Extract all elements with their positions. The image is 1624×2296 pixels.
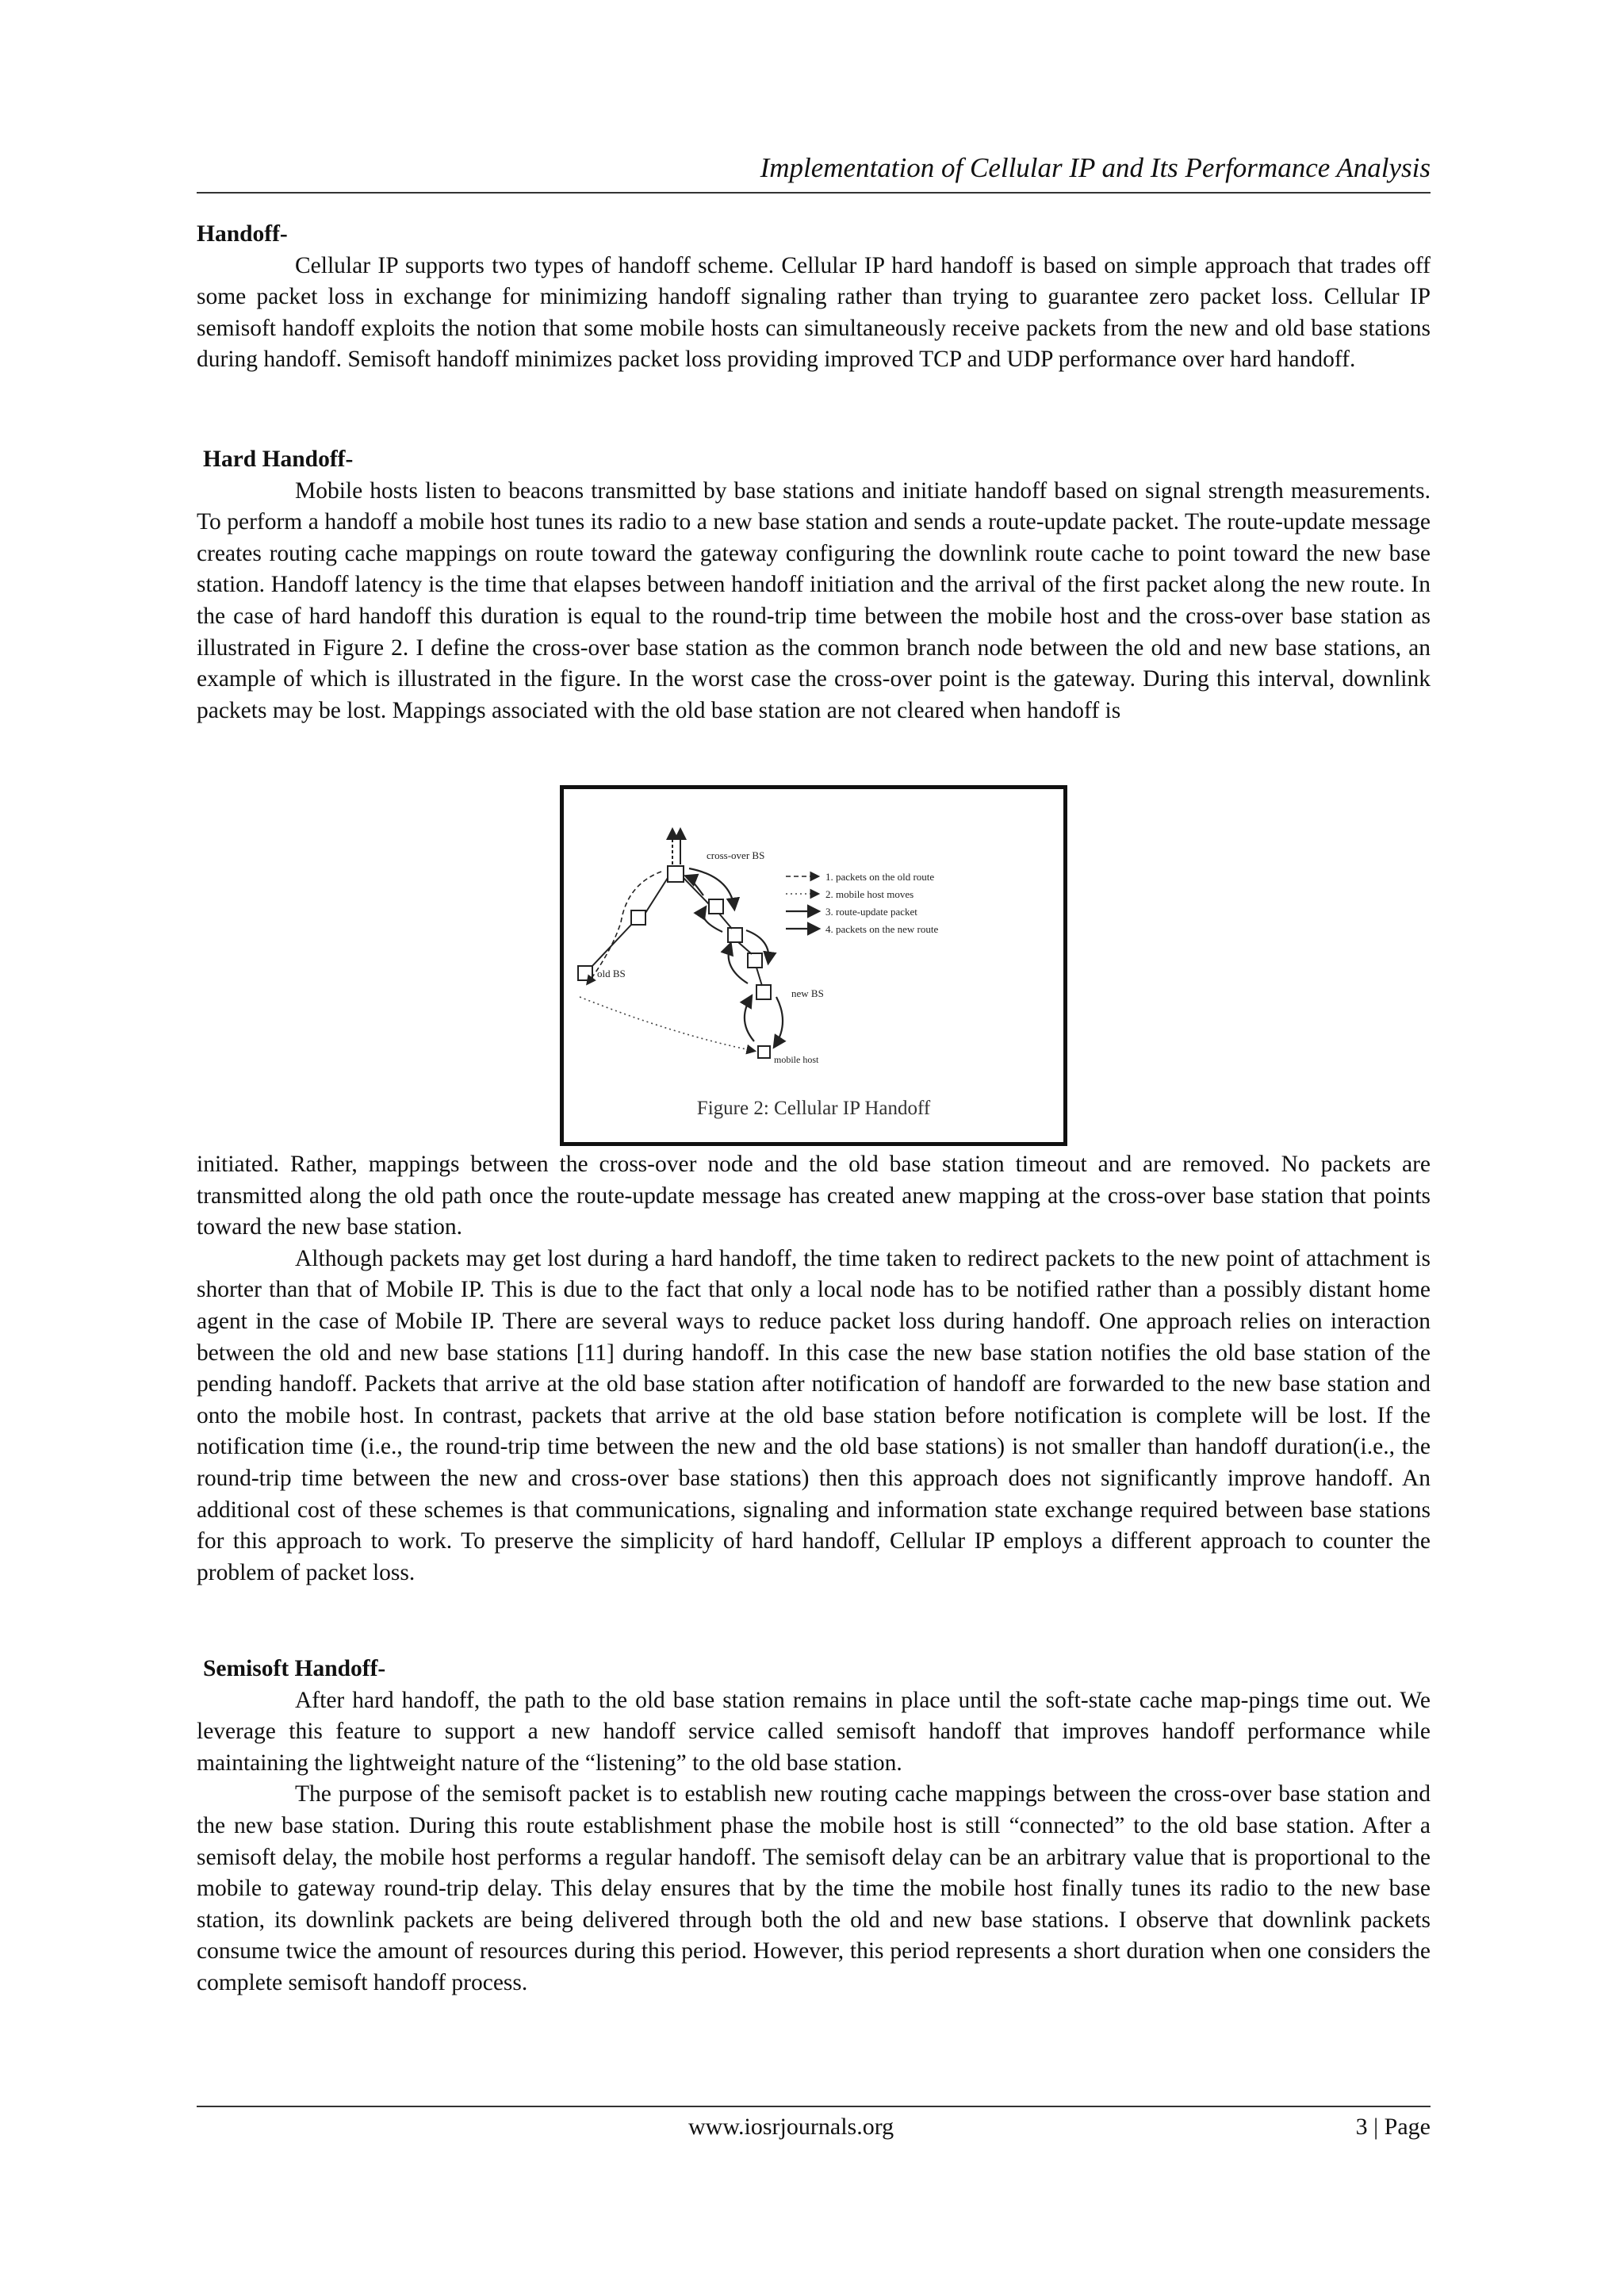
paragraph-semisoft-2: The purpose of the semisoft packet is to establish new routing cache mappings between the cross-over base station and the new base station. During this route establishment phase the mobile host is still “connected” to the old base station. After a semisoft delay, the mobile host performs a regular handoff. The semisoft delay can be an arbitrary value that is proportional to the mobile to gateway round-trip delay. This delay ensures that by the time the mobile host finally tunes its radio to the new base station, its downlink packets are being delivered through both the old and new base stations. I observe that downlink packets consume twice the amount of resources during this period. However, this period represents a short duration when one considers the complete semisoft handoff process. [197,1781,1431,1995]
mobile-host-node [758,1046,770,1058]
route-update-arrow-1 [745,997,754,1041]
footer-rule [197,2106,1431,2107]
route-update-arrow-2 [729,945,748,983]
link-cross-to-left [645,878,668,913]
handoff-diagram [564,789,1063,1142]
legend-item-2: 2. mobile host moves [825,888,914,900]
cross-over-node [668,866,684,882]
section-handoff [197,219,1431,376]
new-bs-node [756,985,771,999]
paragraph-hard-handoff-1-continued: initiated. Rather, mappings between the cross-over node and the old base station timeout and are removed. No packets are transmitted along the old path once the route-update message has created anew mapping at the cross-over base station that points toward the new base station. [197,1152,1431,1240]
section-semisoft-handoff [197,1654,1431,1999]
label-mobile-host: mobile host [774,1054,819,1065]
link-right-1-2 [719,914,732,929]
section-hard-handoff-continued [197,1149,1431,1589]
link-cross-to-right [684,878,709,904]
new-route-arrow-3 [775,997,783,1046]
paragraph-semisoft-1: After hard handoff, the path to the old base station remains in place until the soft-state cache map-pings time out. We leverage this feature to support a new handoff service called semisoft handoff that improves handoff performance while maintaining the lightweight nature of the “listening” to the old base station. [197,1687,1431,1776]
label-cross-over-bs: cross-over BS [707,849,765,861]
paragraph-hard-handoff-1: Mobile hosts listen to beacons transmitted by base stations and initiate handoff based on signal strength measurements. To perform a handoff a mobile host tunes its radio to a new base station and sends a route-update packet. The route-update message creates routing cache mappings on route toward the gateway configuring the downlink route cache to point toward the new base station. Handoff latency is the time that elapses between handoff initiation and the arrival of the first packet along the new route. In the case of hard handoff this duration is equal to the round-trip time between the mobile host and the cross-over base station as illustrated in Figure 2. I define the cross-over base station as the common branch node between the old and new base stations, an example of which is illustrated in the figure. In the worst case the cross-over point is the gateway. During this interval, downlink packets may be lost. Mappings associated with the old base station are not cleared when handoff is [197,477,1431,723]
legend-item-3: 3. route-update packet [825,906,917,918]
header-rule [197,192,1431,194]
legend-item-4: 4. packets on the new route [825,923,939,935]
heading-hard-handoff: Hard Handoff- [203,447,354,472]
link-right-3-new [756,968,762,986]
old-bs-node [578,966,592,980]
section-hard-handoff [197,444,1431,726]
intermediate-node-left [631,910,645,925]
label-new-bs: new BS [791,987,824,999]
figure-cellular-ip-handoff [560,785,1067,1146]
route-update-arrow-4 [687,876,703,895]
mobile-host-moves-arrow [580,997,754,1051]
intermediate-node-right-3 [748,953,762,968]
paragraph-hard-handoff-2: Although packets may get lost during a hard handoff, the time taken to redirect packets to the new point of attachment is shorter than that of Mobile IP. This is due to the fact that only a local node has to be notified rather than a possibly distant home agent in the case of Mobile IP. There are several ways to reduce packet loss during handoff. One approach relies on interaction between the old and new base stations [11] during handoff. In this case the new base station notifies the old base station of the pending handoff. Packets that arrive at the old base station after notification of handoff are forwarded to the new base station and onto the mobile host. In contrast, packets that arrive at the old base station before notification is complete will be lost. If the notification time (i.e., the round-trip time between the new and the old base stations) is not smaller than handoff duration(i.e., the round-trip time between the new and cross-over base stations) then this approach does not significantly improve handoff. An additional cost of these schemes is that communications, signaling and information state exchange required between base stations for this approach to work. To preserve the simplicity of hard handoff, Cellular IP employs a different approach to counter the problem of packet loss. [197,1245,1431,1585]
label-old-bs: old BS [597,968,626,979]
legend-item-1: 1. packets on the old route [825,871,935,883]
link-left-to-old [592,924,632,967]
heading-semisoft-handoff: Semisoft Handoff- [203,1656,386,1681]
paragraph-handoff: Cellular IP supports two types of handoff scheme. Cellular IP hard handoff is based on simple approach that trades off some packet loss in exchange for minimizing handoff signaling rather than trying to guarantee zero packet loss. Cellular IP semisoft handoff exploits the notion that some mobile hosts can simultaneously receive packets from the new and old base stations during handoff. Semisoft handoff minimizes packet loss providing improved TCP and UDP performance over hard handoff. [197,252,1431,373]
intermediate-node-right-2 [728,928,742,942]
heading-handoff: Handoff- [197,221,288,247]
figure-caption: Figure 2: Cellular IP Handoff [696,1098,931,1119]
old-route-packets [588,872,661,983]
running-title: Implementation of Cellular IP and Its Performance Analysis [760,152,1431,183]
footer-url: www.iosrjournals.org [688,2114,894,2140]
footer-page-number: 3 | Page [1355,2114,1431,2140]
link-right-2-3 [738,942,752,954]
intermediate-node-right-1 [709,899,723,914]
